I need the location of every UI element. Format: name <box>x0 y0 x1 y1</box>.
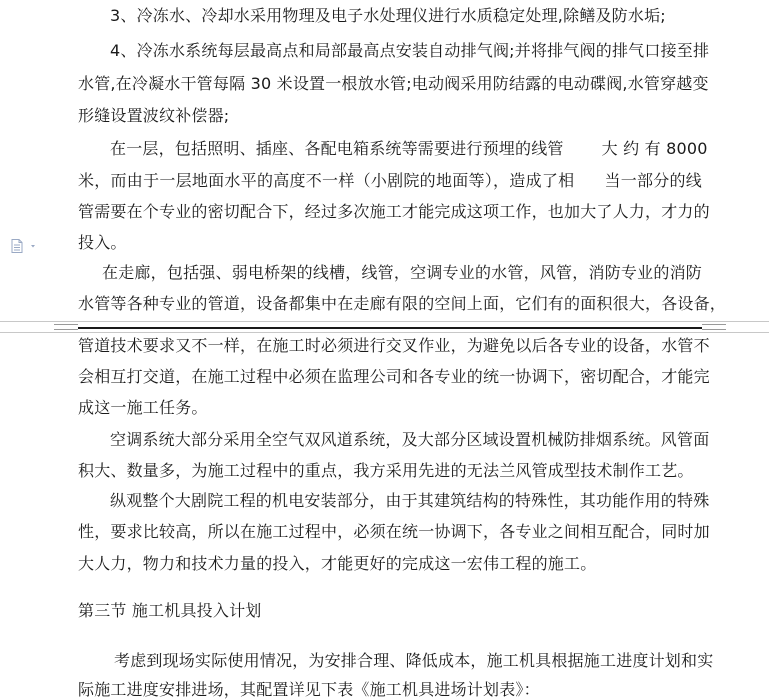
text-line <box>78 171 702 191</box>
margin-mark <box>54 324 78 325</box>
text-segment: 在一层，包括照明、插座、各配电箱系统等需要进行预埋的线管 <box>110 139 564 158</box>
text-line: 性，要求比较高，所以在施工过程中，必须在统一协调下，各专业之间相互配合，同时加 <box>78 522 710 541</box>
text-line: 考虑到现场实际使用情况，为安排合理、降低成本，施工机具根据施工进度计划和实 <box>114 651 714 670</box>
text-line: 纵观整个大剧院工程的机电安装部分，由于其建筑结构的特殊性，其功能作用的特殊 <box>110 491 710 510</box>
margin-mark <box>702 329 726 330</box>
text-line: 空调系统大部分采用全空气双风道系统，及大部分区域设置机械防排烟系统。风管面 <box>110 430 710 449</box>
text-line: 3、冷冻水、冷却水采用物理及电子水处理仪进行水质稳定处理,除鳝及防水垢; <box>110 6 666 25</box>
text-line: 管道技术要求又不一样，在施工时必须进行交叉作业，为避免以后各专业的设备，水管不 <box>78 336 710 355</box>
page-break <box>0 318 769 338</box>
text-segment: 大 约 有 8000 <box>601 139 708 158</box>
paragraph-water-treatment <box>110 6 702 26</box>
margin-mark <box>702 324 726 325</box>
text-line <box>110 139 708 159</box>
text-line: 管需要在个专业的密切配合下，经过多次施工才能完成这项工作，也加大了人力，才力的 <box>78 202 710 221</box>
page-boundary-line <box>78 327 702 329</box>
text-line: 积大、数量多，为施工过程中的重点，我方采用先进的无法兰风管成型技术制作工艺。 <box>78 461 694 480</box>
document-options-icon[interactable] <box>11 238 37 252</box>
text-line: 大人力，物力和技术力量的投入，才能更好的完成这一宏伟工程的施工。 <box>78 554 597 573</box>
text-line: 形缝设置波纹补偿器; <box>78 106 230 125</box>
text-line: 4、冷冻水系统每层最高点和局部最高点安装自动排气阀;并将排气阀的排气口接至排 <box>110 41 710 60</box>
text-line: 际施工进度安排进场，其配置详见下表《施工机具进场计划表》： <box>78 680 540 699</box>
page-break-line <box>0 321 769 322</box>
text-segment: 米，而由于一层地面水平的高度不一样（小剧院的地面等），造成了相 <box>78 171 575 190</box>
text-line: 成这一施工任务。 <box>78 398 208 417</box>
text-line: 会相互打交道，在施工过程中必须在监理公司和各专业的统一协调下，密切配合，才能完 <box>78 367 710 386</box>
text-line: 水管,在冷凝水干管每隔 30 米设置一根放水管;电动阀采用防结露的电动碟阀,水管穿越变 <box>78 74 709 93</box>
text-line: 水管等各种专业的管道，设备都集中在走廊有限的空间上面，它们有的面积很大，各设备， <box>78 294 727 313</box>
document-glyph <box>11 239 37 253</box>
margin-mark <box>54 329 78 330</box>
text-segment: 当一部分的线 <box>604 171 702 190</box>
text-line: 在走廊，包括强、弱电桥架的线槽，线管，空调专业的水管，风管，消防专业的消防 <box>102 263 702 282</box>
text-line: 投入。 <box>78 233 127 252</box>
page-break-line <box>0 332 769 333</box>
section-heading: 第三节 施工机具投入计划 <box>78 601 262 620</box>
